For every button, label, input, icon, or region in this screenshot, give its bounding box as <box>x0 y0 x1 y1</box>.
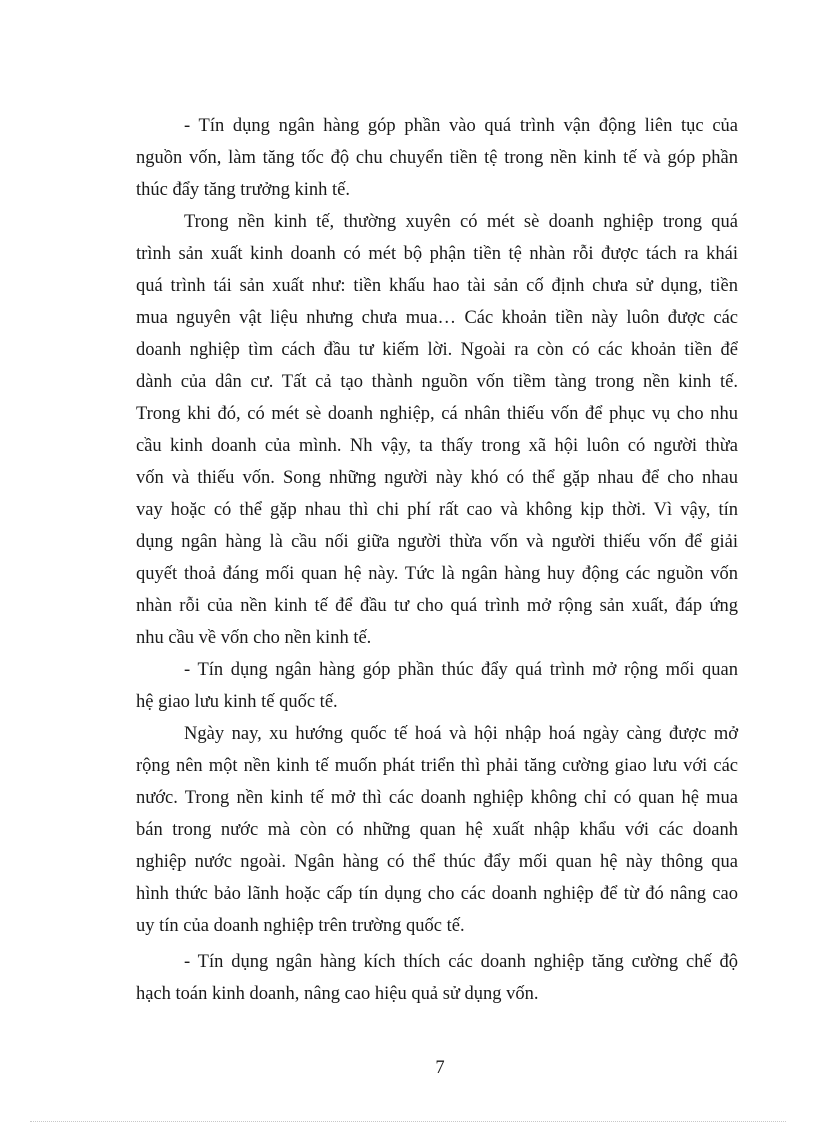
paragraph-2-line-9: vốn và thiếu vốn. Song những người này khó có thể gặp nhau để cho nhau <box>136 468 738 488</box>
paragraph-2-line-14: nhu cầu về vốn cho nền kinh tế. <box>136 628 372 648</box>
paragraph-1-line-1: - Tín dụng ngân hàng góp phần vào quá trình vận động liên tục của <box>184 116 738 136</box>
paragraph-5-line-2: hạch toán kinh doanh, nâng cao hiệu quả sử dụng vốn. <box>136 984 539 1004</box>
paragraph-2-line-1: Trong nền kinh tế, thường xuyên có mét sè doanh nghiệp trong quá <box>184 212 738 232</box>
paragraph-2-line-12: quyết thoả đáng mối quan hệ này. Tức là ngân hàng huy động các nguồn vốn <box>136 564 738 584</box>
paragraph-2-line-5: doanh nghiệp tìm cách đầu tư kiếm lời. Ngoài ra còn có các khoản tiền để <box>136 340 738 360</box>
paragraph-2-line-7: Trong khi đó, có mét sè doanh nghiệp, cá nhân thiếu vốn để phục vụ cho nhu <box>136 404 738 424</box>
page-number: 7 <box>435 1058 445 1078</box>
paragraph-2-line-8: cầu kinh doanh của mình. Nh vậy, ta thấy trong xã hội luôn có người thừa <box>136 436 738 456</box>
paragraph-1-line-3: thúc đẩy tăng trưởng kinh tế. <box>136 180 351 200</box>
paragraph-5-line-1: - Tín dụng ngân hàng kích thích các doanh nghiệp tăng cường chế độ <box>184 952 738 972</box>
paragraph-3-line-2: hệ giao lưu kinh tế quốc tế. <box>136 692 338 712</box>
paragraph-4-line-7: uy tín của doanh nghiệp trên trường quốc tế. <box>136 916 465 936</box>
paragraph-4-line-1: Ngày nay, xu hướng quốc tế hoá và hội nhập hoá ngày càng được mở <box>184 724 738 744</box>
paragraph-2-line-11: dụng ngân hàng là cầu nối giữa người thừa vốn và người thiếu vốn để giải <box>136 532 738 552</box>
paragraph-4-line-4: bán trong nước mà còn có những quan hệ xuất nhập khẩu với các doanh <box>136 820 738 840</box>
paragraph-4-line-3: nước. Trong nền kinh tế mở thì các doanh nghiệp không chỉ có quan hệ mua <box>136 788 738 808</box>
paragraph-2-line-4: mua nguyên vật liệu nhưng chưa mua… Các khoản tiền này luôn được các <box>136 308 738 328</box>
paragraph-1-line-2: nguồn vốn, làm tăng tốc độ chu chuyển tiền tệ trong nền kinh tế và góp phần <box>136 148 738 168</box>
paragraph-2-line-3: quá trình tái sản xuất như: tiền khấu hao tài sản cố định chưa sử dụng, tiền <box>136 276 738 296</box>
paragraph-4-line-2: rộng nên một nền kinh tế muốn phát triển thì phải tăng cường giao lưu với các <box>136 756 738 776</box>
page-bottom-divider <box>30 1121 786 1122</box>
paragraph-2-line-6: dành của dân cư. Tất cả tạo thành nguồn vốn tiềm tàng trong nền kinh tế. <box>136 372 738 392</box>
paragraph-4-line-5: nghiệp nước ngoài. Ngân hàng có thể thúc đẩy mối quan hệ này thông qua <box>136 852 738 872</box>
paragraph-2-line-10: vay hoặc có thể gặp nhau thì chi phí rất cao và không kịp thời. Vì vậy, tín <box>136 500 738 520</box>
paragraph-3-line-1: - Tín dụng ngân hàng góp phần thúc đẩy quá trình mở rộng mối quan <box>184 660 738 680</box>
paragraph-2-line-13: nhàn rỗi của nền kinh tế để đầu tư cho quá trình mở rộng sản xuất, đáp ứng <box>136 596 738 616</box>
paragraph-2-line-2: trình sản xuất kinh doanh có mét bộ phận tiền tệ nhàn rỗi được tách ra khái <box>136 244 738 264</box>
paragraph-4-line-6: hình thức bảo lãnh hoặc cấp tín dụng cho các doanh nghiệp để từ đó nâng cao <box>136 884 738 904</box>
